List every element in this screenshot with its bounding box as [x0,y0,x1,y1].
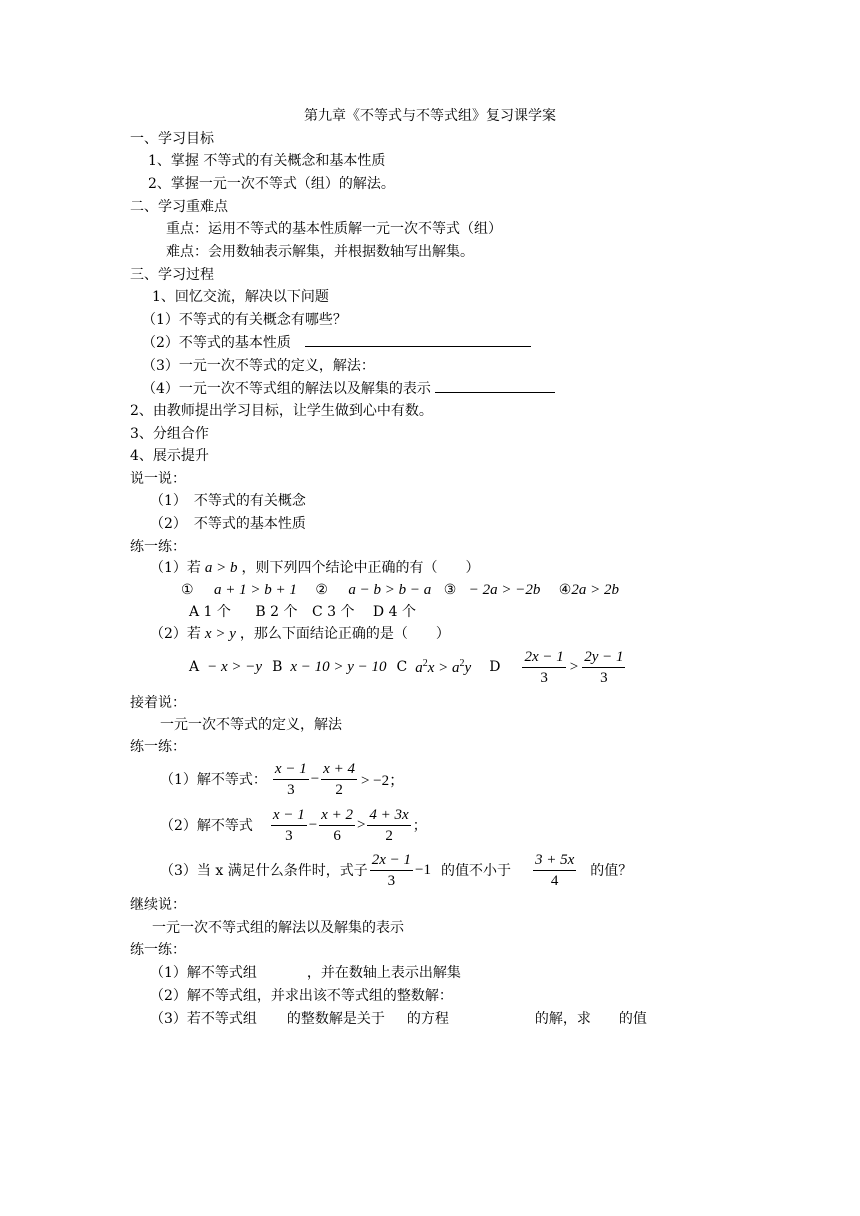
step-text: 3、分组合作 [130,426,209,442]
exercise-text: 的值 [618,1011,647,1027]
question-text [142,380,555,398]
condition-math: a > b [204,560,238,576]
question-text [142,334,531,352]
exercise-line [150,964,461,982]
exercise-text: （1）解不等式组 [150,965,257,981]
key-point-text: 重点：运用不等式的基本性质解一元一次不等式（组） [166,221,502,237]
practice-heading: 练一练： [130,942,186,958]
page-title: 第九章《不等式与不等式组》复习课学案 [304,108,556,124]
exercise-line [160,756,404,802]
option-line [189,646,627,688]
talk-item: 一元一次不等式组的解法以及解集的表示 [152,920,404,936]
fraction-denominator: 3 [287,781,295,798]
question-label: （4）一元一次不等式组的解法以及解集的表示 [142,381,431,397]
fraction-numerator: 2x − 1 [522,648,565,668]
fraction-numerator: x − 1 [273,760,309,780]
talk-item: （1） 不等式的有关概念 [150,493,306,509]
question-label: （2）不等式的基本性质 [142,335,291,351]
practice-heading: 练一练： [130,539,186,555]
option-label: D [489,659,501,675]
fraction-numerator: 2x − 1 [370,851,413,871]
math-exponent: 2 [459,657,465,669]
exercise-line: （2）解不等式组，并求出该不等式组的整数解： [150,988,453,1004]
math-operator: > [356,816,366,833]
option-marker: ① [181,582,194,598]
choice-item: C 3 个 [311,604,355,620]
fraction-numerator: 4 + 3x [367,806,410,826]
math-operator: > [569,658,579,675]
option-math: 2a > 2b [571,582,619,598]
section-heading-objectives: 一、学习目标 [130,131,214,147]
fraction [370,851,413,890]
fraction [271,806,307,845]
fraction-denominator: 6 [333,827,341,844]
option-line [181,581,619,599]
fraction-denominator: 4 [550,872,559,889]
fraction-denominator: 3 [540,669,548,686]
fraction [321,760,357,799]
objective-item: 2、掌握一元一次不等式（组）的解法。 [148,176,395,192]
math-operator: − [310,770,320,787]
fraction-numerator: x + 4 [321,760,357,780]
option-label: A [189,659,200,675]
fraction [522,648,565,687]
talk-heading: 继续说： [130,897,186,913]
fraction-numerator: x − 1 [271,806,307,826]
problem-suffix: ，则下列四个结论中正确的有（ ） [241,560,480,576]
section-heading-key-points: 二、学习重难点 [130,199,228,215]
step-text: 4、展示提升 [130,448,209,464]
fraction [273,760,309,799]
choice-item: D 4 个 [372,604,416,620]
option-label: B [272,659,283,675]
exercise-text: 的值不小于 [440,863,511,879]
fraction-numerator: x + 2 [319,806,355,826]
condition-math: x > y [204,626,236,642]
exercise-line [150,1010,647,1028]
math-var: a [415,659,423,676]
option-math: − x > −y [207,658,263,675]
fraction-denominator: 3 [387,872,396,889]
fraction [319,806,355,845]
talk-item: （2） 不等式的基本性质 [150,516,306,532]
math-var: y [464,659,472,676]
option-marker: ④ [558,582,572,598]
punctuation: ； [412,818,427,834]
talk-item: 一元一次不等式的定义，解法 [160,717,342,733]
fraction-denominator: 3 [600,669,608,686]
step-text: 2、由教师提出学习目标，让学生做到心中有数。 [130,403,433,419]
fraction-numerator: 2y − 1 [582,648,625,668]
exercise-text: 的解，求 [534,1011,591,1027]
question-text: （1）不等式的有关概念有哪些？ [142,312,347,328]
math-expr: −1 [414,861,431,878]
choice-item: A 1 个 [189,604,231,620]
math-operator: − [308,816,318,833]
exercise-text: ，并在数轴上表示出解集 [306,965,461,981]
question-text: （3）一元一次不等式的定义，解法： [142,358,375,374]
step-text: 1、回忆交流，解决以下问题 [152,289,329,305]
exercise-text: 的值？ [590,863,633,879]
exercise-prefix: （1）解不等式： [160,772,267,788]
choice-item: B 2 个 [255,604,298,620]
problem-text [150,625,450,643]
option-math [415,658,471,677]
exercise-text: 的方程 [406,1011,449,1027]
option-math: a − b > b − a [348,582,432,598]
fraction-denominator: 2 [385,827,393,844]
choices-line [189,603,416,621]
objective-item: 1、掌握 不等式的有关概念和基本性质 [148,153,386,169]
fraction-denominator: 2 [335,781,343,798]
problem-prefix: （1）若 [150,560,201,576]
exercise-line [160,802,427,848]
section-heading-process: 三、学习过程 [130,267,214,283]
fraction [582,648,625,687]
fraction [367,806,410,845]
option-math: x − 10 > y − 10 [290,658,387,675]
problem-prefix: （2）若 [150,626,201,642]
answer-blank[interactable] [305,334,531,347]
exercise-prefix: （2）解不等式 [160,818,253,834]
problem-suffix: ，那么下面结论正确的是（ ） [239,626,450,642]
option-marker: ③ [443,582,457,598]
difficult-point-text: 难点：会用数轴表示解集，并根据数轴写出解集。 [166,244,474,260]
exercise-prefix: （3）当 x 满足什么条件时，式子 [160,863,368,879]
math-expr: > −2； [360,772,405,789]
option-math: − 2a > −2b [468,582,541,598]
option-label: C [396,659,408,675]
talk-heading: 说一说： [130,471,186,487]
option-math: a + 1 > b + 1 [214,582,297,598]
talk-heading: 接着说： [130,695,186,711]
fraction-denominator: 3 [285,827,293,844]
exercise-text: （3）若不等式组 [150,1011,257,1027]
answer-blank[interactable] [435,380,555,393]
math-expr: x > a [427,659,460,676]
math-exponent: 2 [422,657,428,669]
exercise-line [160,847,632,893]
practice-heading: 练一练： [130,739,186,755]
exercise-text: 的整数解是关于 [286,1011,385,1027]
fraction [533,851,576,890]
option-marker: ② [315,582,328,598]
problem-text [150,559,480,577]
fraction-numerator: 3 + 5x [533,851,576,871]
